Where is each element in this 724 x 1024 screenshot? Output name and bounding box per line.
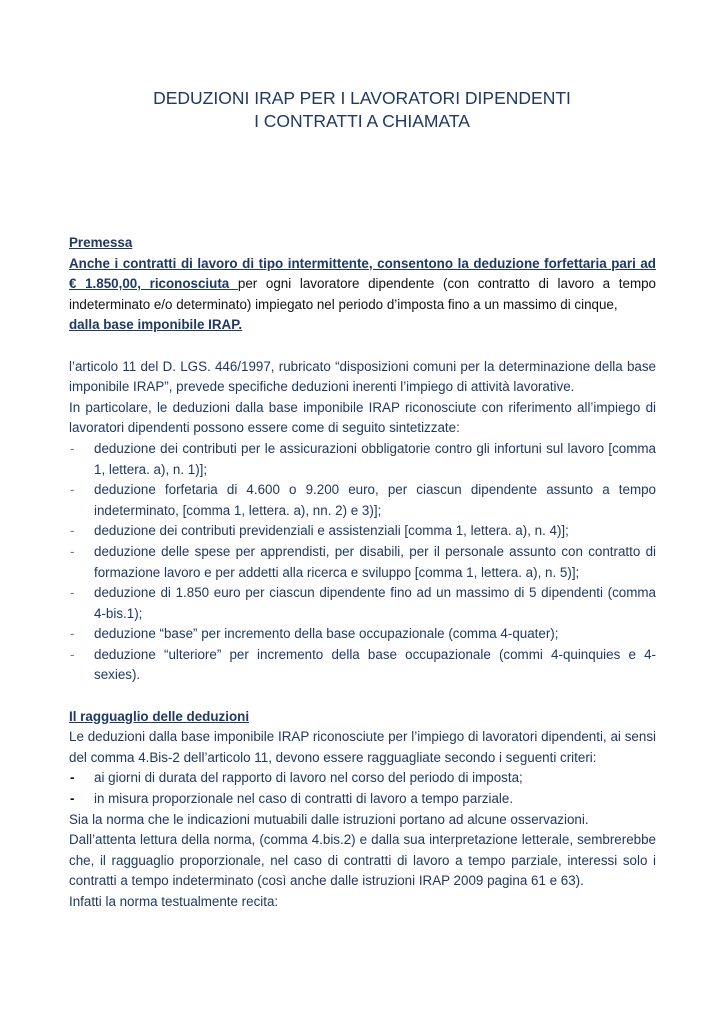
title-line-2: I CONTRATTI A CHIAMATA — [254, 111, 470, 131]
list-item: - deduzione “ulteriore” per incremento della base occupazionale (commi 4-quinquies e 4-sexies). — [70, 646, 656, 683]
spacer — [69, 686, 656, 707]
list-item: - deduzione “base” per incremento della base occupazionale (comma 4-quater); — [69, 624, 656, 645]
dash-bullet: - — [70, 791, 75, 807]
dash-bullet: - — [70, 646, 75, 662]
dash-bullet: - — [70, 585, 75, 601]
list-item: - deduzione dei contributi per le assicurazioni obbligatorie contro gli infortuni sul lavoro [comma 1, lettera. a), n. 1)]; — [70, 440, 656, 477]
ragguaglio-sia: Sia la norma che le indicazioni mutuabili dalle istruzioni portano ad alcune osservazioni. — [69, 811, 589, 827]
list-item: - in misura proporzionale nel caso di contratti di lavoro a tempo parziale. — [69, 789, 656, 810]
dash-bullet: - — [70, 523, 75, 539]
dash-bullet: - — [70, 482, 75, 498]
list-item: - ai giorni di durata del rapporto di lavoro nel corso del periodo di imposta; — [69, 768, 656, 789]
document-title — [0, 87, 724, 133]
spacer — [69, 336, 656, 357]
list-item: - deduzione di 1.850 euro per ciascun dipendente fino ad un massimo di 5 dipendenti (comma 4-bis.1); — [70, 585, 656, 621]
dash-bullet: - — [70, 626, 75, 642]
articolo-intro: l’articolo 11 del D. LGS. 446/1997, rubricato “disposizioni comuni per la determinazione della base imponibile IRAP”, prevede specifiche deduzioni inerenti l’impiego di attività lavorative. — [69, 358, 656, 395]
ragguaglio-heading: Il ragguaglio delle deduzioni — [69, 708, 250, 724]
criteri-list — [69, 768, 656, 809]
premessa-paragraph — [69, 254, 656, 316]
premessa-bold-1: Anche i contratti di lavoro di tipo intermittente, consentono la deduzione forfettaria pari ad € 1.850,00, riconosciuta — [69, 255, 656, 292]
ragguaglio-intro: Le deduzioni dalla base imponibile IRAP riconosciute per l’impiego di lavoratori dipendenti, ai sensi del comma 4.Bis-2 dell’articolo 11, devono essere ragguagliate secondo i seguenti criteri: — [69, 729, 656, 765]
premessa-closing — [69, 315, 656, 336]
title-line-1: DEDUZIONI IRAP PER I LAVORATORI DIPENDENTI — [153, 88, 571, 108]
dash-bullet: - — [70, 770, 75, 786]
premessa-normal: per ogni lavoratore dipendente (con contratto di lavoro a tempo indeterminato e/o determinato) impiegato nel periodo d’imposta fino a un massimo di cinque, — [69, 276, 656, 312]
list-item: - deduzione dei contributi previdenziali e assistenziali [comma 1, lettera. a), n. 4)]; — [69, 521, 656, 542]
list-item: - deduzione delle spese per apprendisti, per disabili, per il personale assunto con contratto di formazione lavoro e per addetti alla ricerca e sviluppo [comma 1, lettera. a), n. 5)]; — [70, 543, 656, 580]
document-body — [69, 233, 656, 913]
premessa-heading: Premessa — [69, 235, 133, 250]
deduzioni-list — [69, 439, 656, 686]
ragguaglio-infatti: Infatti la norma testualmente recita: — [69, 894, 279, 909]
articolo-particolare: In particolare, le deduzioni dalla base imponibile IRAP riconosciute con riferimento all’impiego di lavoratori dipendenti possono essere come di seguito sintetizzate: — [69, 399, 656, 436]
list-item: - deduzione forfetaria di 4.600 o 9.200 euro, per ciascun dipendente assunto a tempo indeterminato, [comma 1, lettera. a), nn. 2) e 3)]; — [70, 482, 656, 518]
ragguaglio-attenta: Dall’attenta lettura della norma, (comma 4.bis.2) e dalla sua interpretazione letterale, sembrerebbe che, il ragguaglio proporzionale, nel caso di contratti di lavoro a tempo parziale, interessi solo i contratti a tempo indeterminato (così anche dalle istruzioni IRAP 2009 pagina 61 e 63). — [69, 832, 656, 889]
premessa-bold-2: dalla base imponibile IRAP. — [69, 317, 243, 333]
dash-bullet: - — [70, 543, 75, 559]
dash-bullet: - — [70, 440, 75, 456]
